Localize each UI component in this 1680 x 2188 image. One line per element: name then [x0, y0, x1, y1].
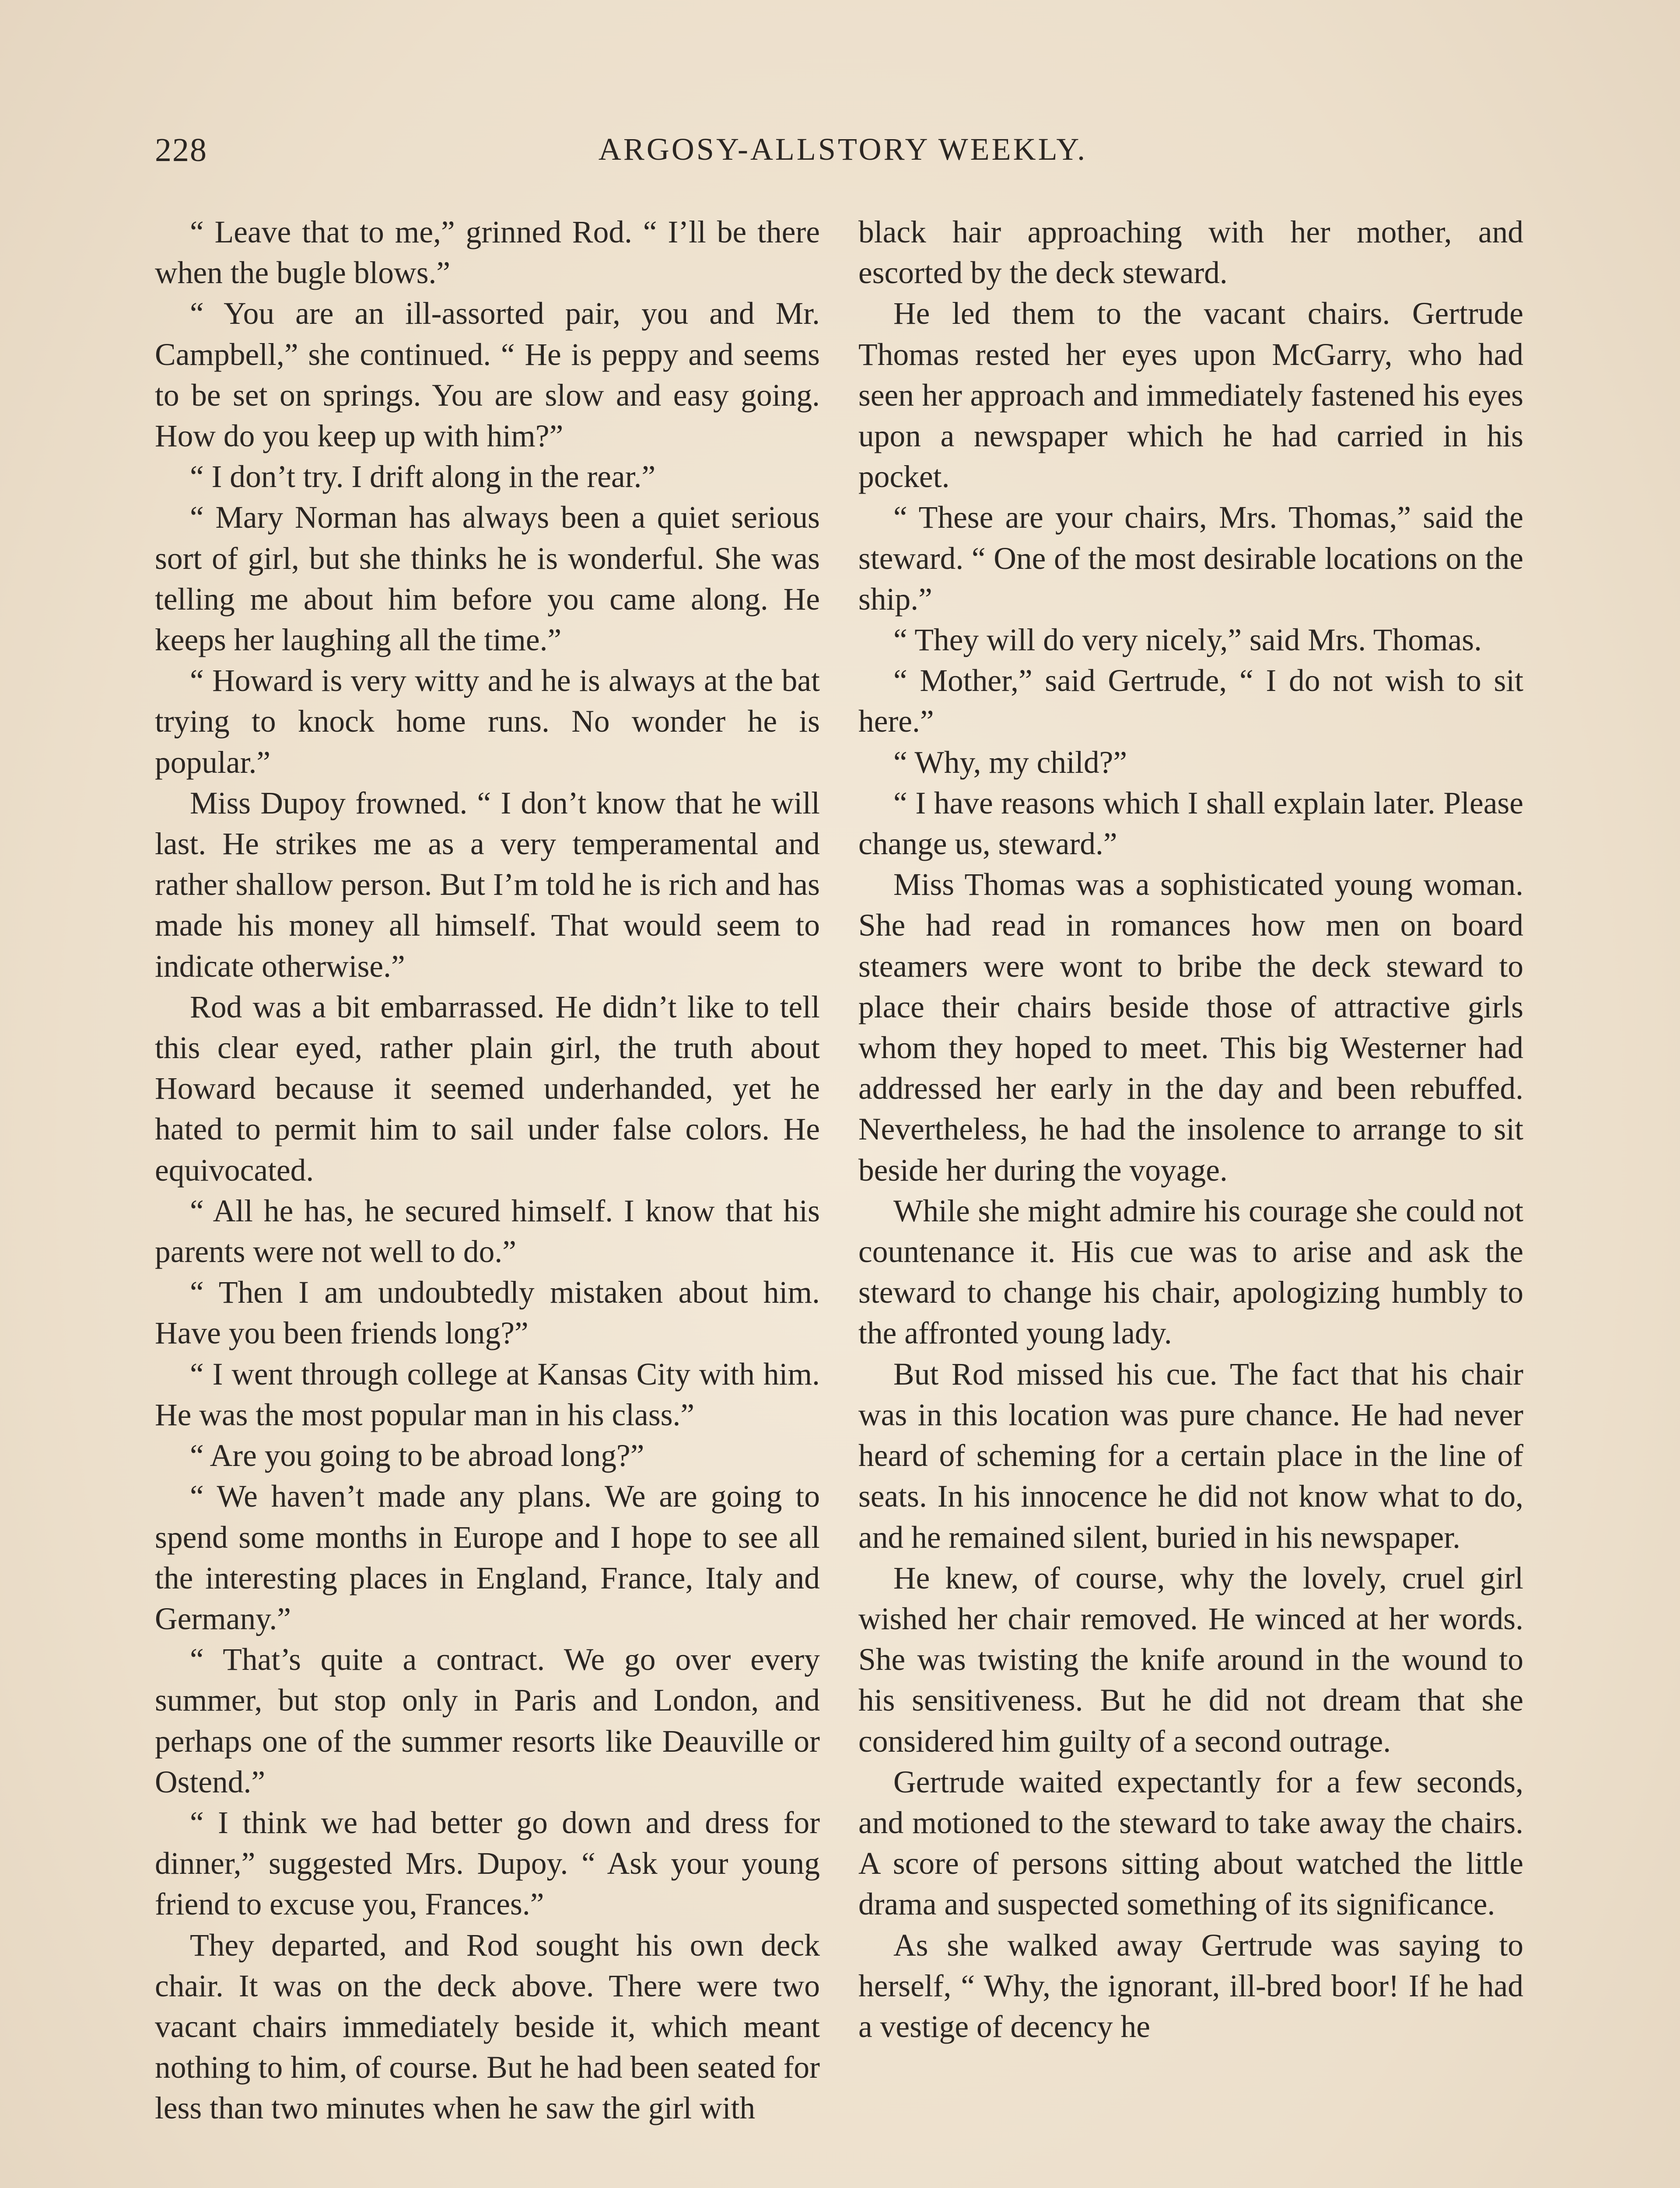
paragraph: “ That’s quite a contract. We go over every summer, but stop only in Paris and London, and perhaps one of the summer resorts like Deauville or Ostend.”: [155, 1642, 820, 1799]
paragraph: He knew, of course, why the lovely, cruel girl wished her chair removed. He winced at her words. She was twisting the knife around in the wound to his sensitiveness. But he did not dream that she considered him guilty of a second outrage.: [858, 1560, 1523, 1759]
paragraph: “ We haven’t made any plans. We are going to spend some months in Europe and I hope to see all the interesting places in England, France, Italy and Germany.”: [155, 1479, 820, 1636]
paragraph: “ All he has, he secured himself. I know that his parents were not well to do.”: [155, 1193, 820, 1269]
paragraph: “ Leave that to me,” grinned Rod. “ I’ll be there when the bugle blows.”: [155, 215, 820, 291]
paragraph: “ I went through college at Kansas City with him. He was the most popular man in his class.”: [155, 1357, 820, 1432]
paragraph: He led them to the vacant chairs. Gertrude Thomas rested her eyes upon McGarry, who had seen her approach and immediately fastened his eyes upon a newspaper which he had carried in his pocket.: [858, 296, 1523, 494]
paragraph: “ Are you going to be abroad long?”: [190, 1438, 644, 1473]
paragraph: “ Howard is very witty and he is always at the bat trying to knock home runs. No wonder he is popular.”: [155, 663, 820, 780]
paragraph: “ Then I am undoubtedly mistaken about him. Have you been friends long?”: [155, 1275, 820, 1351]
paragraph: “ They will do very nicely,” said Mrs. Thomas.: [893, 623, 1482, 658]
right-column: [858, 212, 1523, 2047]
paragraph: “ Mother,” said Gertrude, “ I do not wish to sit here.”: [858, 663, 1523, 739]
paragraph: While she might admire his courage she could not countenance it. His cue was to arise and ask the steward to change his chair, apologizing humbly to the affronted young lady.: [858, 1193, 1523, 1351]
left-column: [155, 212, 820, 2129]
paragraph: Miss Dupoy frowned. “ I don’t know that he will last. He strikes me as a very temperamental and rather shallow person. But I’m told he is rich and has made his money all himself. That would seem to indicate otherwise.”: [155, 785, 820, 984]
paragraph: Miss Thomas was a sophisticated young woman. She had read in romances how men on board steamers were wont to bribe the deck steward to place their chairs beside those of attractive girls whom they hoped to meet. This big Westerner had addressed her early in the day and been rebuffed. Nevertheless, he had the insolence to arrange to sit beside her during the voyage.: [858, 867, 1523, 1188]
paragraph: “ Why, my child?”: [893, 745, 1127, 780]
running-head: ARGOSY-ALLSTORY WEEKLY.: [598, 132, 1088, 167]
page-header: [155, 131, 1531, 179]
paragraph-continuation: black hair approaching with her mother, and escorted by the deck steward.: [858, 215, 1523, 291]
paragraph: “ Mary Norman has always been a quiet serious sort of girl, but she thinks he is wonderful. She was telling me about him before you came along. He keeps her laughing all the time.”: [155, 500, 820, 658]
paragraph: As she walked away Gertrude was saying to herself, “ Why, the ignorant, ill-bred boor! If he had a vestige of decency he: [858, 1928, 1523, 2044]
paragraph: “ I think we had better go down and dress for dinner,” suggested Mrs. Dupoy. “ Ask your young friend to excuse you, Frances.”: [155, 1805, 820, 1922]
paragraph: “ I don’t try. I drift along in the rear.”: [190, 459, 656, 494]
paragraph: Rod was a bit embarrassed. He didn’t like to tell this clear eyed, rather plain girl, the truth about Howard because it seemed underhanded, yet he hated to permit him to sail under false colors. He equivocated.: [155, 989, 820, 1188]
paragraph: They departed, and Rod sought his own deck chair. It was on the deck above. There were two vacant chairs immediately beside it, which meant nothing to him, of course. But he had been seated for less than two minutes when he saw the girl with: [155, 1928, 820, 2126]
page-number: 228: [155, 132, 207, 168]
paragraph: “ I have reasons which I shall explain later. Please change us, steward.”: [858, 785, 1523, 862]
paragraph: “ These are your chairs, Mrs. Thomas,” said the steward. “ One of the most desirable locations on the ship.”: [858, 500, 1523, 617]
paragraph: But Rod missed his cue. The fact that his chair was in this location was pure chance. He had never heard of scheming for a certain place in the line of seats. In his innocence he did not know what to do, and he remained silent, buried in his newspaper.: [858, 1357, 1523, 1555]
paragraph: Gertrude waited expectantly for a few seconds, and motioned to the steward to take away the chairs. A score of persons sitting about watched the little drama and suspected something of its significance.: [858, 1764, 1523, 1922]
paragraph: “ You are an ill-assorted pair, you and Mr. Campbell,” she continued. “ He is peppy and seems to be set on springs. You are slow and easy going. How do you keep up with him?”: [155, 296, 820, 454]
